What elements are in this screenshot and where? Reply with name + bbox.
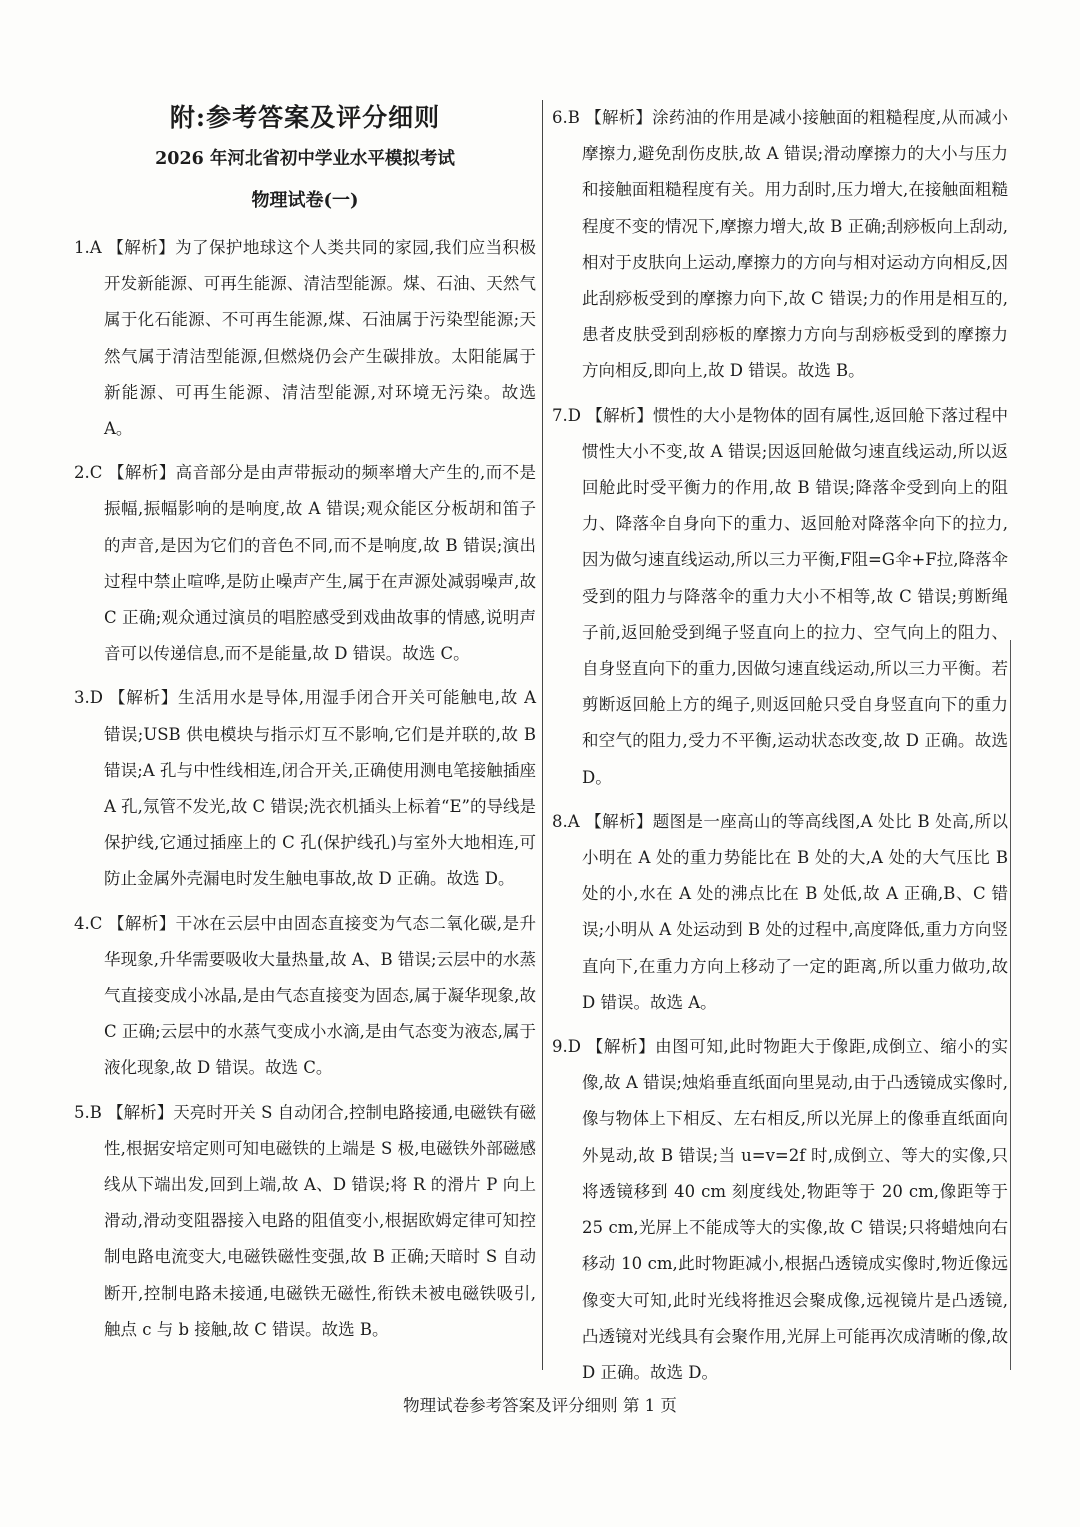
- answer-item-1: [74, 230, 536, 447]
- answer-item-8: [552, 804, 1008, 1021]
- answer-item-9: [552, 1029, 1008, 1391]
- answer-text: 2.C 【解析】高音部分是由声带振动的频率增大产生的,而不是振幅,振幅影响的是响度,故 A 错误;观众能区分板胡和笛子的声音,是因为它们的音色不同,而不是响度,故 B 错误;演出过程中禁止喧哗,是防止噪声产生,属于在声源处减弱噪声,故 C 正确;观众通过演员的唱腔感受到戏曲故事的情感,说明声音可以传递信息,而不是能量,故 D 错误。故选 C。: [74, 463, 536, 664]
- page-footer: 物理试卷参考答案及评分细则 第 1 页: [403, 1396, 677, 1415]
- answer-text: 5.B 【解析】天亮时开关 S 自动闭合,控制电路接通,电磁铁有磁性,根据安培定则可知电磁铁的上端是 S 极,电磁铁外部磁感线从下端出发,回到上端,故 A、D 错误;将 R 的滑片 P 向上滑动,滑动变阻器接入电路的阻值变小,根据欧姆定律可知控制电路电流变大,电磁铁磁性变强,故 B 正确;天暗时 S 自动断开,控制电路未接通,电磁铁无磁性,衔铁未被电磁铁吸引,触点 c 与 b 接触,故 C 错误。故选 B。: [74, 1102, 536, 1339]
- answer-item-7: [552, 398, 1008, 796]
- answer-text: 8.A 【解析】题图是一座高山的等高线图,A 处比 B 处高,所以小明在 A 处的重力势能比在 B 处的大,A 处的大气压比 B 处的小,水在 A 处的沸点比在 B 处低,故 A 正确,B、C 错误;小明从 A 处运动到 B 处的过程中,高度降低,重力方向竖直向下,在重力方向上移动了一定的距离,所以重力做功,故 D 错误。故选 A。: [552, 811, 1008, 1012]
- answer-item-6: [552, 100, 1008, 390]
- left-column: [74, 100, 536, 1356]
- paper-name: 物理试卷(一): [251, 190, 359, 211]
- answer-item-2: [74, 455, 536, 672]
- answer-text: 4.C 【解析】干冰在云层中由固态直接变为气态二氧化碳,是升华现象,升华需要吸收大量热量,故 A、B 错误;云层中的水蒸气直接变成小冰晶,是由气态直接变为固态,属于凝华现象,故 C 正确;云层中的水蒸气变成小水滴,是由气态变为液态,属于液化现象,故 D 错误。故选 C。: [74, 913, 536, 1078]
- right-column: [552, 100, 1008, 1399]
- answer-text: 3.D 【解析】生活用水是导体,用湿手闭合开关可能触电,故 A 错误;USB 供电模块与指示灯互不影响,它们是并联的,故 B 错误;A 孔与中性线相连,闭合开关,正确使用测电笔接触插座 A 孔,氖管不发光,故 C 错误;洗衣机插头上标着“E”的导线是保护线,它通过插座上的 C 孔(保护线孔)与室外大地相连,可防止金属外壳漏电时发生触电事故,故 D 正确。故选 D。: [74, 688, 536, 889]
- answer-item-5: [74, 1095, 536, 1348]
- answer-item-4: [74, 906, 536, 1087]
- right-margin-rule: [1010, 640, 1011, 1370]
- answer-text: 7.D 【解析】惯性的大小是物体的固有属性,返回舱下落过程中惯性大小不变,故 A 错误;因返回舱做匀速直线运动,所以返回舱此时受平衡力的作用,故 B 错误;降落伞受到向上的阻力、降落伞自身向下的重力、返回舱对降落伞向下的拉力,因为做匀速直线运动,所以三力平衡,F阻=G伞+F拉,降落伞受到的阻力与降落伞的重力大小不相等,故 C 错误;剪断绳子前,返回舱受到绳子竖直向上的拉力、空气向上的阻力、自身竖直向下的重力,因做匀速直线运动,所以三力平衡。若剪断返回舱上方的绳子,则返回舱只受自身竖直向下的重力和空气的阻力,受力不平衡,运动状态改变,故 D 正确。故选 D。: [552, 405, 1008, 787]
- answer-text: 9.D 【解析】由图可知,此时物距大于像距,成倒立、缩小的实像,故 A 错误;烛焰垂直纸面向里晃动,由于凸透镜成实像时,像与物体上下相反、左右相反,所以光屏上的像垂直纸面向外晃动,故 B 错误;当 u=v=2f 时,成倒立、等大的实像,只将透镜移到 40 cm 刻度线处,物距等于 20 cm,像距等于 25 cm,光屏上不能成等大的实像,故 C 错误;只将蜡烛向右移动 10 cm,此时物距减小,根据凸透镜成实像时,物近像远像变大可知,此时光线将推迟会聚成像,远视镜片是凸透镜,凸透镜对光线具有会聚作用,光屏上可能再次成清晰的像,故 D 正确。故选 D。: [552, 1037, 1008, 1382]
- answer-text: 6.B 【解析】涂药油的作用是减小接触面的粗糙程度,从而减小摩擦力,避免刮伤皮肤,故 A 错误;滑动摩擦力的大小与压力和接触面粗糙程度有关。用力刮时,压力增大,在接触面粗糙程度不变的情况下,摩擦力增大,故 B 正确;刮痧板向上刮动,相对于皮肤向上运动,摩擦力的方向与相对运动方向相反,因此刮痧板受到的摩擦力向下,故 C 错误;力的作用是相互的,患者皮肤受到刮痧板的摩擦力方向与刮痧板受到的摩擦力方向相反,即向上,故 D 错误。故选 B。: [552, 108, 1008, 381]
- page-title: 附:参考答案及评分细则: [169, 103, 441, 132]
- answer-item-3: [74, 680, 536, 897]
- exam-subtitle: 2026 年河北省初中学业水平模拟考试: [155, 149, 455, 169]
- column-divider: [542, 100, 543, 1370]
- answer-text: 1.A 【解析】为了保护地球这个人类共同的家园,我们应当积极开发新能源、可再生能源、清洁型能源。煤、石油、天然气属于化石能源、不可再生能源,煤、石油属于污染型能源;天然气属于清洁型能源,但燃烧仍会产生碳排放。太阳能属于新能源、可再生能源、清洁型能源,对环境无污染。故选 A。: [74, 238, 536, 439]
